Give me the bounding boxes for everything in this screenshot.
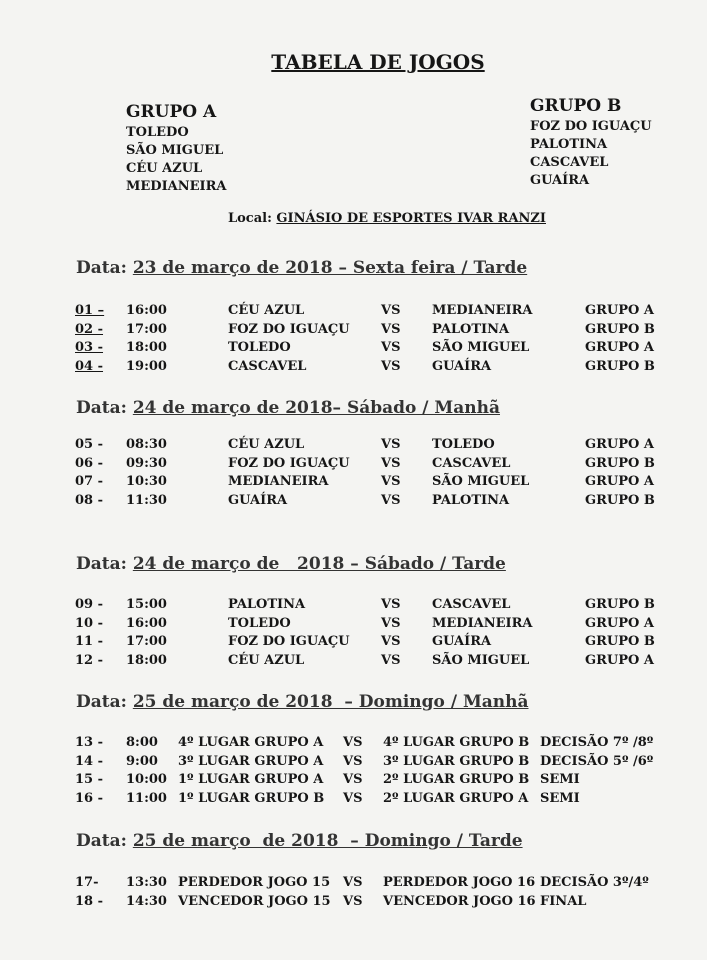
game-time: 9:00	[126, 753, 158, 769]
home-team: PALOTINA	[228, 597, 306, 612]
game-row	[0, 303, 707, 322]
game-group: DECISÃO 3º/4º	[540, 875, 649, 890]
away-team: MEDIANEIRA	[432, 303, 533, 318]
game-time: 09:30	[126, 455, 167, 471]
versus: VS	[381, 359, 401, 375]
home-team: GUAÍRA	[228, 493, 288, 509]
date-heading	[76, 258, 527, 278]
game-group: GRUPO A	[585, 474, 654, 490]
game-number: 02 -	[75, 321, 104, 337]
home-team: CÉU AZUL	[228, 437, 305, 452]
versus: VS	[381, 474, 401, 490]
grupo-b-team: FOZ DO IGUAÇU	[530, 119, 652, 134]
home-team: VENCEDOR JOGO 15	[178, 893, 331, 909]
game-row	[0, 634, 707, 653]
grupo-a-team: SÃO MIGUEL	[126, 143, 224, 158]
game-row	[0, 493, 707, 512]
game-row	[0, 474, 707, 493]
away-team: GUAÍRA	[432, 634, 492, 650]
game-group: SEMI	[540, 791, 580, 807]
game-row	[0, 772, 707, 791]
date-value: 25 de março de 2018 – Domingo / Tarde	[132, 831, 523, 851]
game-time: 18:00	[126, 340, 167, 356]
game-row	[0, 597, 707, 616]
game-time: 15:00	[126, 597, 167, 612]
game-row	[0, 653, 707, 672]
game-number: 10 -	[75, 615, 104, 631]
date-label: Data:	[76, 398, 127, 418]
versus: VS	[381, 597, 401, 612]
home-team: CASCAVEL	[228, 359, 307, 375]
game-group: GRUPO A	[585, 653, 654, 669]
game-group: GRUPO A	[585, 615, 654, 631]
game-time: 11:00	[126, 791, 167, 807]
away-team: PERDEDOR JOGO 16	[383, 875, 536, 890]
game-number: 13 -	[75, 735, 104, 750]
date-heading	[76, 398, 500, 418]
grupo-b-team: GUAÍRA	[530, 173, 590, 188]
versus: VS	[381, 303, 401, 318]
game-number: 08 -	[75, 493, 104, 509]
game-number: 05 -	[75, 437, 104, 452]
home-team: MEDIANEIRA	[228, 474, 329, 490]
home-team: FOZ DO IGUAÇU	[228, 321, 350, 337]
venue-name: GINÁSIO DE ESPORTES IVAR RANZI	[276, 211, 546, 226]
game-group: GRUPO B	[585, 493, 655, 509]
versus: VS	[381, 634, 401, 650]
home-team: PERDEDOR JOGO 15	[178, 875, 331, 890]
versus: VS	[381, 615, 401, 631]
game-time: 16:00	[126, 615, 167, 631]
venue-line	[228, 211, 546, 226]
date-heading	[76, 554, 506, 574]
date-heading	[76, 831, 523, 851]
game-time: 16:00	[126, 303, 167, 318]
away-team: VENCEDOR JOGO 16	[383, 893, 536, 909]
grupo-a-team: MEDIANEIRA	[126, 179, 227, 194]
game-group: GRUPO B	[585, 321, 655, 337]
date-label: Data:	[76, 692, 127, 712]
grupo-a-list	[126, 124, 227, 196]
game-time: 17:00	[126, 321, 167, 337]
away-team: CASCAVEL	[432, 597, 511, 612]
grupo-b-team: PALOTINA	[530, 137, 608, 152]
versus: VS	[343, 735, 363, 750]
game-row	[0, 735, 707, 754]
away-team: 3º LUGAR GRUPO B	[383, 753, 530, 769]
game-number: 14 -	[75, 753, 104, 769]
game-row	[0, 875, 707, 894]
versus: VS	[343, 893, 363, 909]
grupo-b-team: CASCAVEL	[530, 155, 609, 170]
game-row	[0, 359, 707, 378]
home-team: 1º LUGAR GRUPO A	[178, 772, 324, 788]
game-number: 09 -	[75, 597, 104, 612]
home-team: CÉU AZUL	[228, 653, 305, 669]
versus: VS	[381, 437, 401, 452]
game-row	[0, 754, 707, 773]
date-label: Data:	[76, 258, 127, 278]
game-time: 8:00	[126, 735, 158, 750]
away-team: TOLEDO	[432, 437, 495, 452]
away-team: PALOTINA	[432, 493, 510, 509]
versus: VS	[381, 653, 401, 669]
game-group: GRUPO B	[585, 359, 655, 375]
game-group: FINAL	[540, 893, 587, 909]
game-time: 14:30	[126, 893, 167, 909]
date-label: Data:	[76, 554, 127, 574]
versus: VS	[381, 340, 401, 356]
game-time: 13:30	[126, 875, 167, 890]
home-team: FOZ DO IGUAÇU	[228, 455, 350, 471]
game-time: 11:30	[126, 493, 167, 509]
game-time: 18:00	[126, 653, 167, 669]
date-value: 25 de março de 2018 – Domingo / Manhã	[132, 692, 529, 712]
away-team: SÃO MIGUEL	[432, 340, 530, 356]
versus: VS	[381, 493, 401, 509]
game-number: 17-	[75, 875, 99, 890]
away-team: SÃO MIGUEL	[432, 653, 530, 669]
grupo-a-team: CÉU AZUL	[126, 161, 203, 176]
away-team: CASCAVEL	[432, 455, 511, 471]
game-time: 19:00	[126, 359, 167, 375]
versus: VS	[381, 321, 401, 337]
home-team: TOLEDO	[228, 615, 291, 631]
date-heading	[76, 692, 529, 712]
page-title: TABELA DE JOGOS	[271, 50, 485, 74]
date-value: 24 de março de 2018– Sábado / Manhã	[132, 398, 500, 418]
game-number: 16 -	[75, 791, 104, 807]
game-time: 10:00	[126, 772, 167, 788]
game-group: GRUPO A	[585, 437, 654, 452]
game-group: GRUPO B	[585, 455, 655, 471]
game-number: 06 -	[75, 455, 104, 471]
home-team: 3º LUGAR GRUPO A	[178, 753, 324, 769]
game-time: 10:30	[126, 474, 167, 490]
game-group: GRUPO B	[585, 597, 655, 612]
grupo-a-team: TOLEDO	[126, 125, 189, 140]
away-team: PALOTINA	[432, 321, 510, 337]
away-team: 2º LUGAR GRUPO B	[383, 772, 530, 788]
away-team: SÃO MIGUEL	[432, 474, 530, 490]
game-group: DECISÃO 7º /8º	[540, 735, 654, 750]
game-number: 01 –	[75, 303, 105, 318]
game-group: GRUPO B	[585, 634, 655, 650]
game-number: 04 -	[75, 359, 104, 375]
versus: VS	[343, 791, 363, 807]
grupo-a-heading: GRUPO A	[126, 102, 217, 122]
game-number: 12 -	[75, 653, 104, 669]
home-team: 1º LUGAR GRUPO B	[178, 791, 325, 807]
home-team: 4º LUGAR GRUPO A	[178, 735, 324, 750]
game-row	[0, 322, 707, 341]
venue-label: Local:	[228, 211, 272, 226]
away-team: GUAÍRA	[432, 359, 492, 375]
game-row	[0, 894, 707, 913]
game-time: 17:00	[126, 634, 167, 650]
away-team: 4º LUGAR GRUPO B	[383, 735, 530, 750]
game-row	[0, 437, 707, 456]
game-number: 15 -	[75, 772, 104, 788]
game-row	[0, 456, 707, 475]
game-group: DECISÃO 5º /6º	[540, 753, 654, 769]
versus: VS	[343, 772, 363, 788]
game-row	[0, 791, 707, 810]
game-row	[0, 616, 707, 635]
home-team: CÉU AZUL	[228, 303, 305, 318]
game-group: GRUPO A	[585, 303, 654, 318]
game-group: SEMI	[540, 772, 580, 788]
game-time: 08:30	[126, 437, 167, 452]
game-number: 03 -	[75, 340, 104, 356]
date-value: 23 de março de 2018 – Sexta feira / Tarde	[132, 258, 528, 278]
versus: VS	[381, 455, 401, 471]
game-number: 11 -	[75, 634, 104, 650]
game-row	[0, 340, 707, 359]
date-label: Data:	[76, 831, 127, 851]
game-group: GRUPO A	[585, 340, 654, 356]
home-team: TOLEDO	[228, 340, 291, 356]
date-value: 24 de março de 2018 – Sábado / Tarde	[132, 554, 506, 574]
game-number: 18 -	[75, 893, 104, 909]
away-team: 2º LUGAR GRUPO A	[383, 791, 529, 807]
grupo-b-heading: GRUPO B	[530, 96, 622, 116]
versus: VS	[343, 875, 363, 890]
game-number: 07 -	[75, 474, 104, 490]
away-team: MEDIANEIRA	[432, 615, 533, 631]
grupo-b-list	[530, 118, 652, 190]
versus: VS	[343, 753, 363, 769]
home-team: FOZ DO IGUAÇU	[228, 634, 350, 650]
